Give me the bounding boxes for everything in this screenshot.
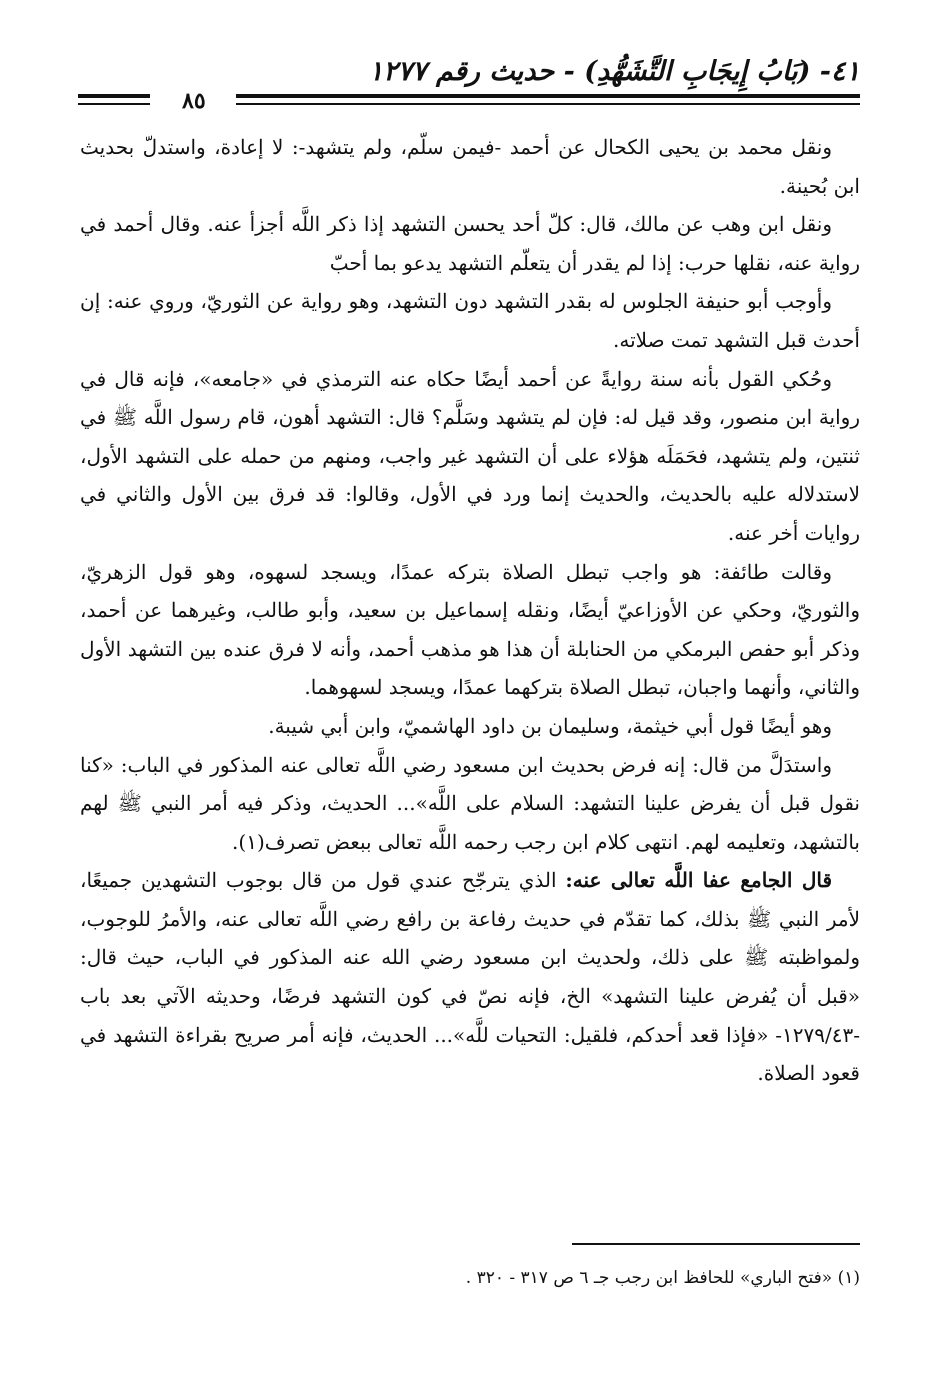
- footnote: (١) «فتح الباري» للحافظ ابن رجب جـ ٦ ص ٣١٧ - ٣٢٠ .: [465, 1268, 860, 1288]
- paragraph: وهو أيضًا قول أبي خيثمة، وسليمان بن داود الهاشميّ، وابن أبي شيبة.: [268, 713, 832, 738]
- paragraph: ونقل محمد بن يحيى الكحال عن أحمد -فيمن سلّم، ولم يتشهد-: لا إعادة، واستدلّ بحديث ابن بُحينة.: [80, 135, 860, 198]
- paragraph: وأوجب أبو حنيفة الجلوس له بقدر التشهد دون التشهد، وهو رواية عن الثوريّ، وروي عنه: إن أحدث قبل التشهد تمت صلاته.: [80, 289, 860, 352]
- page-number: ٨٥: [182, 88, 206, 114]
- paragraph: ونقل ابن وهب عن مالك، قال: كلّ أحد يحسن التشهد إذا ذكر اللَّه أجزأ عنه. وقال أحمد في رواية عنه، نقلها حرب: إذا لم يقدر أن يتعلّم التشهد يدعو بما أحبّ: [80, 212, 860, 275]
- header-rule-left: [78, 94, 150, 105]
- final-paragraph: [80, 861, 860, 1093]
- author-note-lead: قال الجامع عفا اللَّه تعالى عنه:: [565, 868, 833, 893]
- paragraph: واستدَلَّ من قال: إنه فرض بحديث ابن مسعود رضي اللَّه تعالى عنه المذكور في الباب: «كنا نقول قبل أن يفرض علينا التشهد: السلام على اللَّه»... الحديث، وذكر فيه أمر النبي ﷺ لهم بالتشهد، وتعليمه لهم. انتهى كلام ابن رجب رحمه اللَّه تعالى ببعض تصرف(١).: [80, 752, 860, 854]
- page-header: [78, 50, 860, 114]
- running-title: ٤١- (بَابُ إِيجَابِ التَّشَهُّدِ) - حديث رقم ١٢٧٧: [368, 56, 860, 87]
- author-note-text: الذي يترجّح عندي قول من قال بوجوب التشهدين جميعًا، لأمر النبي ﷺ بذلك، كما تقدّم في حديث رفاعة بن رافع رضي اللَّه تعالى عنه، والأمرُ للوجوب، ولمواظبته ﷺ على ذلك، ولحديث ابن مسعود رضي الله عنه المذكور في الباب، حيث قال: «قبل أن يُفرض علينا التشهد» الخ، فإنه نصّ في كون التشهد فرضًا، وحديثه الآتي بعد باب -١٢٧٩/٤٣- «فإذا قعد أحدكم، فلقيل: التحيات للَّه»... الحديث، فإنه أمر صريح بقراءة التشهد في قعود الصلاة.: [80, 868, 861, 1086]
- paragraph: وقالت طائفة: هو واجب تبطل الصلاة بتركه عمدًا، ويسجد لسهوه، وهو قول الزهريّ، والثوريّ، وحكي عن الأوزاعيّ أيضًا، ونقله إسماعيل بن سعيد، وأبو طالب، وغيرهما عن أحمد، وذكر أبو حفص البرمكي من الحنابلة أن هذا هو مذهب أحمد، وأنه لا فرق عنده بين التشهد الأول والثاني، وأنهما واجبان، تبطل الصلاة بتركهما عمدًا، ويسجد لسهوهما.: [80, 559, 860, 700]
- header-rule-right: [236, 94, 860, 105]
- main-text: [80, 128, 860, 1093]
- paragraph: وحُكي القول بأنه سنة روايةً عن أحمد أيضًا حكاه عنه الترمذي في «جامعه»، فإنه قال في رواية ابن منصور، وقد قيل له: فإن لم يتشهد وسَلَّم؟ قال: التشهد أهون، قام رسول اللَّه ﷺ في ثنتين، ولم يتشهد، فحَمَلَه هؤلاء على أن التشهد غير واجب، ومنهم من حمله على التشهد الأول، لاستدلاله عليه بالحديث، والحديث إنما ورد في الأول، وقالوا: قد فرق بين الأول والثاني في روايات أخر عنه.: [80, 366, 861, 545]
- footnote-divider: [572, 1243, 860, 1245]
